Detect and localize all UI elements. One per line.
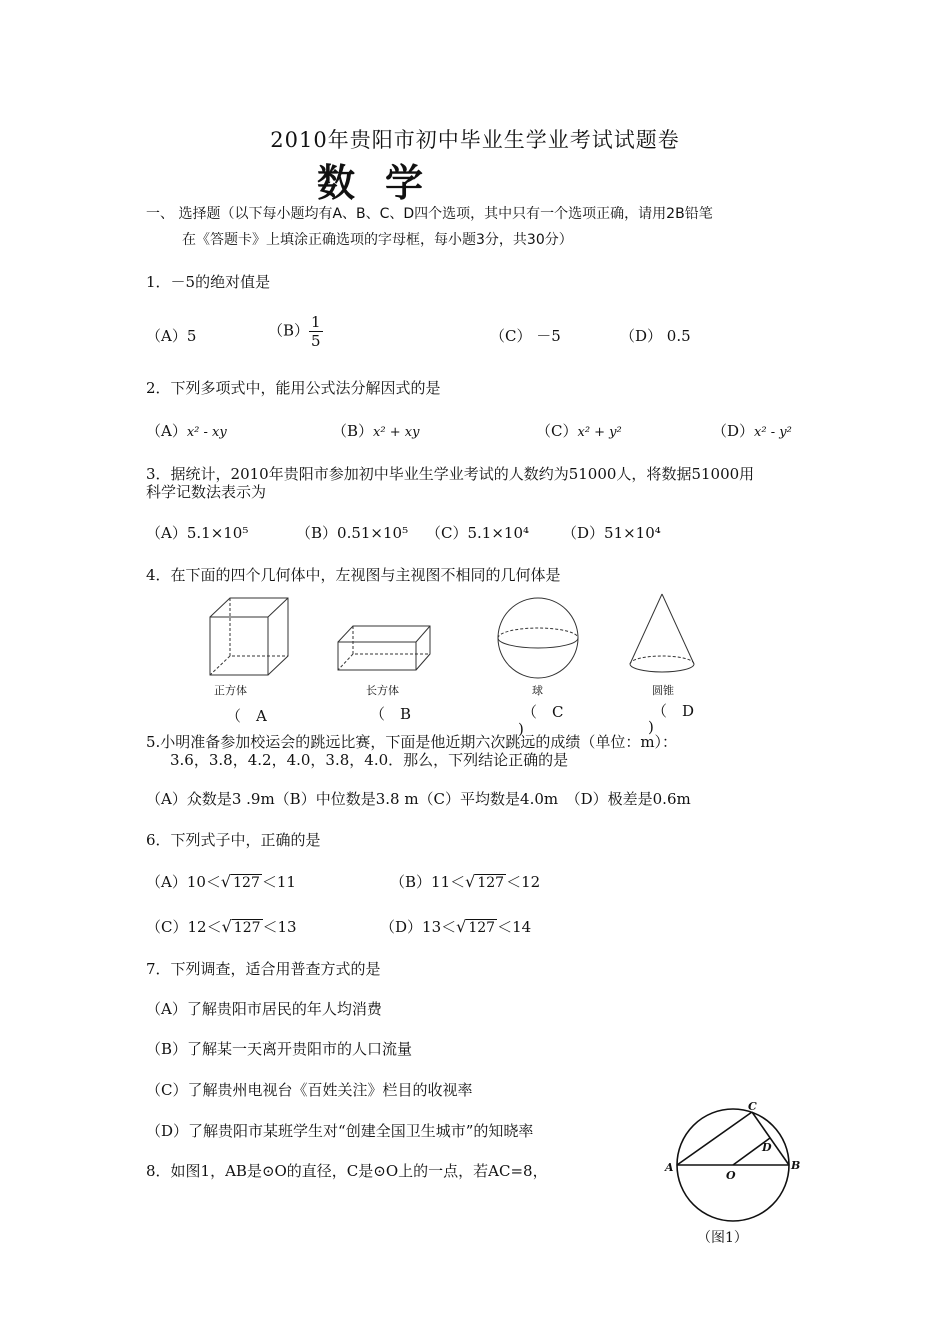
q3-option-c: （C）5.1×10⁴ — [426, 524, 530, 542]
q6-option-a-pre: （A）10＜ — [146, 873, 221, 891]
q6-option-c-post: ＜13 — [262, 918, 297, 936]
q2-option-d-expr: x² - y² — [754, 425, 792, 440]
q1-option-a: （A）5 — [146, 327, 197, 345]
q6-option-d-radicand: 127 — [468, 920, 496, 936]
q3-stem-line2: 科学记数法表示为 — [146, 483, 267, 501]
q3-option-d: （D）51×10⁴ — [562, 524, 661, 542]
q2-option-d-label: （D） — [712, 422, 755, 440]
point-b-label: B — [791, 1159, 801, 1172]
sphere-shape — [498, 598, 578, 678]
q1-fraction — [309, 313, 323, 350]
point-d-label: D — [762, 1141, 772, 1154]
q1-option-d: （D） 0.5 — [620, 327, 691, 345]
q4-choice-c: （ C — [522, 703, 564, 721]
q4-stray-paren-c: ) — [518, 720, 524, 738]
sqrt-sign: √ — [221, 917, 232, 936]
q1-option-b — [268, 313, 323, 350]
q7-option-c: （C）了解贵州电视台《百姓关注》栏目的收视率 — [146, 1081, 473, 1099]
q6-option-c — [146, 916, 297, 937]
q2-option-b — [332, 420, 419, 441]
q4-solids-figure — [200, 590, 720, 720]
q6-option-a-radicand: 127 — [233, 875, 260, 891]
point-o-label: O — [726, 1169, 736, 1182]
q5-stem-line1: 5.小明准备参加校运会的跳远比赛，下面是他近期六次跳远的成绩（单位：m）： — [146, 733, 678, 751]
figure1-caption: （图1） — [697, 1230, 748, 1246]
section1-instructions-line1: 一、 选择题（以下每小题均有A、B、C、D四个选项，其中只有一个选项正确，请用2B铅笔 — [146, 206, 713, 222]
q6-option-d-pre: （D）13＜ — [380, 918, 457, 936]
q4-choice-d: （ D — [652, 702, 695, 720]
q7-option-b: （B）了解某一天离开贵阳市的人口流量 — [146, 1040, 413, 1058]
q1-fraction-num: 1 — [311, 313, 321, 331]
q6-option-d-post: ＜14 — [497, 918, 532, 936]
q2-option-c — [536, 420, 622, 441]
q7-option-d: （D）了解贵阳市某班学生对“创建全国卫生城市”的知晓率 — [146, 1122, 534, 1140]
subject-title: 数学 — [316, 161, 453, 205]
q2-option-a-label: （A） — [146, 422, 187, 440]
label-cuboid: 长方体 — [366, 684, 399, 697]
label-sphere: 球 — [532, 684, 543, 697]
q7-stem: 7．下列调查，适合用普查方式的是 — [146, 960, 381, 978]
q2-stem: 2．下列多项式中，能用公式法分解因式的是 — [146, 379, 441, 397]
point-c-label: C — [748, 1100, 757, 1113]
q2-option-d — [712, 420, 792, 441]
q1-option-c: （C） －5 — [490, 327, 561, 345]
q4-stem: 4．在下面的四个几何体中，左视图与主视图不相同的几何体是 — [146, 566, 561, 584]
chord-cb — [752, 1112, 789, 1165]
sqrt-sign: √ — [465, 872, 476, 891]
q6-option-b-post: ＜12 — [506, 873, 541, 891]
q2-option-c-expr: x² + y² — [577, 425, 622, 440]
q7-option-a: （A）了解贵阳市居民的年人均消费 — [146, 1000, 382, 1018]
q1-fraction-den: 5 — [311, 332, 321, 350]
q3-stem-line1: 3．据统计，2010年贵阳市参加初中毕业生学业考试的人数约为51000人，将数据51000用 — [146, 465, 755, 483]
q3-option-a: （A）5.1×10⁵ — [146, 524, 249, 542]
q6-option-c-radicand: 127 — [233, 920, 261, 936]
q6-option-a — [146, 871, 296, 892]
sqrt-sign: √ — [220, 872, 232, 891]
q5-stem-line2: 3.6，3.8，4.2，4.0，3.8，4.0．那么，下列结论正确的是 — [170, 751, 569, 769]
q6-option-a-post: ＜11 — [261, 873, 296, 891]
q4-choice-a: （ A — [226, 707, 267, 725]
q5-options: （A）众数是3 .9m（B）中位数是3.8 m（C）平均数是4.0m （D）极差是0.6m — [146, 790, 691, 808]
q2-option-a-expr: x² - xy — [186, 425, 227, 440]
q6-option-b-radicand: 127 — [477, 875, 505, 891]
q6-option-c-pre: （C）12＜ — [146, 918, 222, 936]
cube-shape — [210, 598, 288, 675]
q6-stem: 6．下列式子中，正确的是 — [146, 831, 321, 849]
q6-option-b-pre: （B）11＜ — [390, 873, 466, 891]
label-cone: 圆锥 — [652, 684, 674, 697]
q8-stem: 8．如图1，AB是⊙O的直径，C是⊙O上的一点，若AC=8， — [146, 1162, 548, 1180]
q6-option-b — [390, 871, 540, 892]
q2-option-b-label: （B） — [332, 422, 374, 440]
q2-option-c-label: （C） — [536, 422, 578, 440]
chord-ac — [677, 1112, 752, 1165]
q2-option-a — [146, 420, 227, 441]
sqrt-sign: √ — [456, 917, 467, 936]
label-cube: 正方体 — [214, 684, 247, 697]
q4-stray-paren-d: ) — [648, 718, 654, 736]
cuboid-shape — [338, 626, 430, 670]
q2-option-b-expr: x² + xy — [373, 425, 420, 440]
q6-option-d — [380, 916, 531, 937]
section1-instructions-line2: 在《答题卡》上填涂正确选项的字母框，每小题3分，共30分） — [182, 232, 573, 248]
q3-option-b: （B）0.51×10⁵ — [296, 524, 409, 542]
q4-choice-b: （ B — [370, 705, 412, 723]
exam-title: 2010年贵阳市初中毕业生学业考试试题卷 — [270, 128, 680, 152]
q1-stem: 1．－5的绝对值是 — [146, 273, 271, 291]
point-a-label: A — [665, 1161, 674, 1174]
cone-shape — [630, 594, 694, 672]
q1-option-b-label: （B） — [268, 321, 310, 340]
